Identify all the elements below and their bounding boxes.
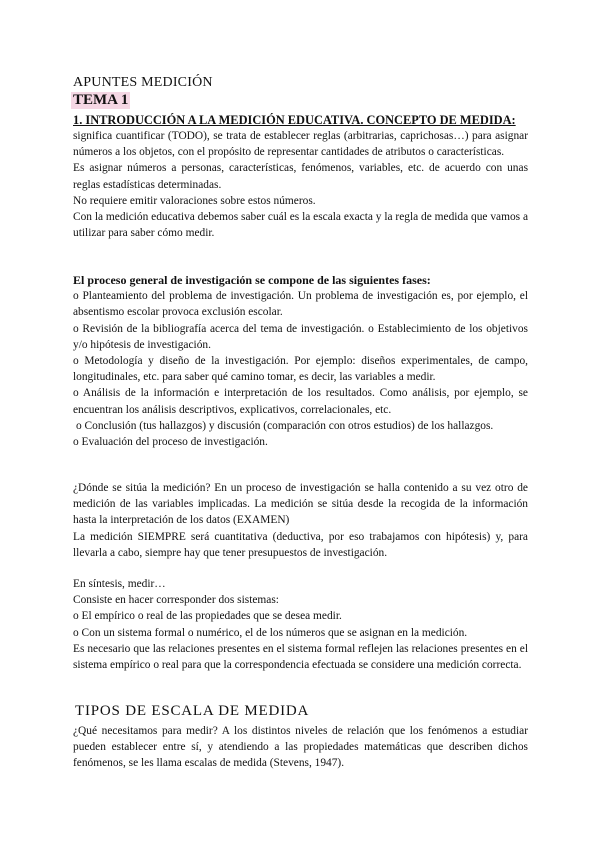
process-item: o Revisión de la bibliografía acerca del tema de investigación. o Establecimiento de los objetivos y/o hipótesis de investigación. [73, 322, 528, 351]
process-block [73, 272, 528, 450]
process-heading: El proceso general de investigación se compone de las siguientes fases: [73, 273, 431, 287]
sintesis-line: o Con un sistema formal o numérico, el de los números que se asignan en la medición. [73, 626, 468, 639]
intro-paragraph: No requiere emitir valoraciones sobre estos números. [73, 194, 316, 207]
sintesis-block [73, 576, 528, 673]
sintesis-line: Es necesario que las relaciones presentes en el sistema formal reflejen las relaciones presentes en el sistema empírico o real para que la correspondencia efectuada se considere una medición correcta. [73, 642, 528, 672]
process-item: o Conclusión (tus hallazgos) y discusión (comparación con otros estudios) de los hallazgos. [76, 419, 494, 432]
medicion-block [73, 480, 528, 561]
process-item: o Evaluación del proceso de investigación. [73, 436, 268, 449]
sintesis-line: En síntesis, medir… [73, 578, 166, 590]
intro-paragraph: Con la medición educativa debemos saber cuál es la escala exacta y la regla de medida que vamos a utilizar para saber cómo medir. [73, 211, 528, 240]
medicion-paragraph: ¿Dónde se sitúa la medición? En un proceso de investigación se halla contenido a su vez otro de medición de las variables implicadas. La medición se sitúa desde la recogida de la información hasta la interpretación de los datos (EXAMEN) [73, 482, 528, 527]
intro-block [73, 128, 528, 241]
process-item: o Análisis de la información e interpretación de los resultados. Como análisis, por ejemplo, se encuentran los análisis descriptivos, explicativos, correlacionales, etc. [73, 387, 528, 416]
process-item: o Planteamiento del problema de investigación. Un problema de investigación es, por ejemplo, el absentismo escolar provoca exclusión escolar. [73, 290, 528, 319]
intro-paragraph: Es asignar números a personas, características, fenómenos, variables, etc. de acuerdo con unas reglas estadísticas determinadas. [73, 162, 528, 191]
document-title: APUNTES MEDICIÓN [73, 75, 213, 90]
medicion-paragraph: La medición SIEMPRE será cuantitativa (deductiva, por eso trabajamos con hipótesis) y, para llevarla a cabo, siempre hay que tener presupuestos de investigación. [73, 530, 528, 559]
sintesis-line: o El empírico o real de las propiedades que se desea medir. [73, 610, 342, 623]
intro-paragraph: significa cuantificar (TODO), se trata de establecer reglas (arbitrarias, caprichosas…) para asignar números a los objetos, con el propósito de representar cantidades de atributos o características. [73, 130, 528, 159]
tipos-paragraph: ¿Qué necesitamos para medir? A los distintos niveles de relación que los fenómenos a estudiar pueden establecer entre sí, y atendiendo a las propiedades matemáticas que describen dichos fenómenos, se les llama escalas de medida (Stevens, 1947). [73, 725, 528, 770]
tema-heading: TEMA 1 [73, 92, 129, 108]
process-item: o Metodología y diseño de la investigación. Por ejemplo: diseños experimentales, de campo, longitudinales, etc. para saber qué camino tomar, es decir, las variables a medir. [73, 355, 528, 384]
tipos-heading: TIPOS DE ESCALA DE MEDIDA [75, 703, 310, 719]
tipos-block [73, 723, 528, 772]
section-heading: 1. INTRODUCCIÓN A LA MEDICIÓN EDUCATIVA. CONCEPTO DE MEDIDA: [73, 113, 516, 127]
sintesis-line: Consiste en hacer corresponder dos sistemas: [73, 594, 279, 607]
